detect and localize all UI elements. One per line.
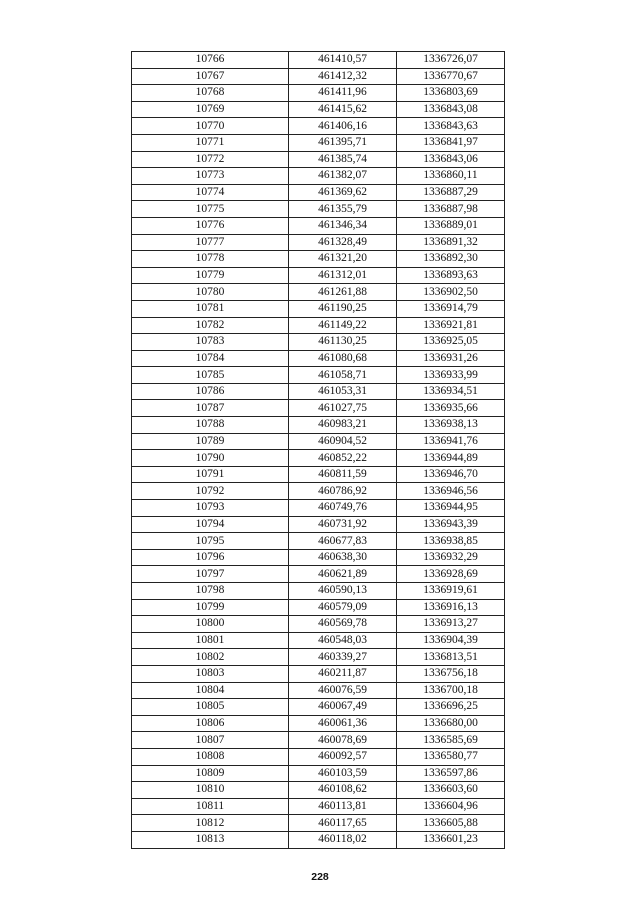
y-coordinate-cell: 1336843,63 [397,118,505,135]
x-coordinate-cell: 461130,25 [289,334,397,351]
x-coordinate-cell: 460103,59 [289,765,397,782]
x-coordinate-cell: 461355,79 [289,201,397,218]
point-number-cell: 10778 [132,251,289,268]
point-number-cell: 10789 [132,433,289,450]
point-number-cell: 10804 [132,682,289,699]
x-coordinate-cell: 460749,76 [289,500,397,517]
y-coordinate-cell: 1336726,07 [397,52,505,69]
table-row [132,765,505,782]
point-number-cell: 10801 [132,632,289,649]
y-coordinate-cell: 1336696,25 [397,699,505,716]
point-number-cell: 10767 [132,68,289,85]
table-row [132,118,505,135]
y-coordinate-cell: 1336601,23 [397,831,505,848]
point-number-cell: 10774 [132,184,289,201]
table-row [132,699,505,716]
point-number-cell: 10794 [132,516,289,533]
table-row [132,417,505,434]
point-number-cell: 10795 [132,533,289,550]
y-coordinate-cell: 1336928,69 [397,566,505,583]
y-coordinate-cell: 1336916,13 [397,599,505,616]
x-coordinate-cell: 460092,57 [289,748,397,765]
x-coordinate-cell: 461382,07 [289,168,397,185]
y-coordinate-cell: 1336585,69 [397,732,505,749]
table-row [132,350,505,367]
y-coordinate-cell: 1336889,01 [397,217,505,234]
x-coordinate-cell: 461312,01 [289,267,397,284]
point-number-cell: 10770 [132,118,289,135]
table-row [132,317,505,334]
table-row [132,234,505,251]
point-number-cell: 10769 [132,101,289,118]
x-coordinate-cell: 461406,16 [289,118,397,135]
y-coordinate-cell: 1336604,96 [397,798,505,815]
table-row [132,284,505,301]
x-coordinate-cell: 461411,96 [289,85,397,102]
table-row [132,52,505,69]
point-number-cell: 10798 [132,583,289,600]
table-row [132,151,505,168]
point-number-cell: 10781 [132,300,289,317]
point-number-cell: 10792 [132,483,289,500]
x-coordinate-cell: 461190,25 [289,300,397,317]
x-coordinate-cell: 460786,92 [289,483,397,500]
x-coordinate-cell: 461080,68 [289,350,397,367]
x-coordinate-cell: 461058,71 [289,367,397,384]
point-number-cell: 10799 [132,599,289,616]
y-coordinate-cell: 1336941,76 [397,433,505,450]
x-coordinate-cell: 460117,65 [289,815,397,832]
table-row [132,433,505,450]
x-coordinate-cell: 460569,78 [289,616,397,633]
x-coordinate-cell: 461328,49 [289,234,397,251]
y-coordinate-cell: 1336933,99 [397,367,505,384]
y-coordinate-cell: 1336860,11 [397,168,505,185]
x-coordinate-cell: 461412,32 [289,68,397,85]
y-coordinate-cell: 1336938,13 [397,417,505,434]
point-number-cell: 10806 [132,715,289,732]
y-coordinate-cell: 1336925,05 [397,334,505,351]
y-coordinate-cell: 1336605,88 [397,815,505,832]
x-coordinate-cell: 461027,75 [289,400,397,417]
page-number: 228 [311,871,329,883]
table-row [132,168,505,185]
x-coordinate-cell: 460076,59 [289,682,397,699]
table-row [132,300,505,317]
x-coordinate-cell: 461385,74 [289,151,397,168]
table-row [132,782,505,799]
point-number-cell: 10773 [132,168,289,185]
x-coordinate-cell: 460621,89 [289,566,397,583]
table-row [132,367,505,384]
point-number-cell: 10802 [132,649,289,666]
table-row [132,748,505,765]
table-row [132,632,505,649]
y-coordinate-cell: 1336934,51 [397,383,505,400]
table-row [132,798,505,815]
y-coordinate-cell: 1336841,97 [397,134,505,151]
point-number-cell: 10796 [132,549,289,566]
y-coordinate-cell: 1336946,70 [397,466,505,483]
y-coordinate-cell: 1336887,29 [397,184,505,201]
y-coordinate-cell: 1336603,60 [397,782,505,799]
table-row [132,682,505,699]
x-coordinate-cell: 461149,22 [289,317,397,334]
point-number-cell: 10812 [132,815,289,832]
point-number-cell: 10783 [132,334,289,351]
y-coordinate-cell: 1336913,27 [397,616,505,633]
point-number-cell: 10803 [132,665,289,682]
table-row [132,599,505,616]
x-coordinate-cell: 461321,20 [289,251,397,268]
table-row [132,466,505,483]
point-number-cell: 10771 [132,134,289,151]
table-row [132,251,505,268]
y-coordinate-cell: 1336700,18 [397,682,505,699]
x-coordinate-cell: 460078,69 [289,732,397,749]
table-row [132,101,505,118]
table-row [132,334,505,351]
x-coordinate-cell: 461410,57 [289,52,397,69]
y-coordinate-cell: 1336580,77 [397,748,505,765]
table-row [132,566,505,583]
point-number-cell: 10791 [132,466,289,483]
y-coordinate-cell: 1336904,39 [397,632,505,649]
y-coordinate-cell: 1336902,50 [397,284,505,301]
table-row [132,217,505,234]
table-row [132,400,505,417]
y-coordinate-cell: 1336944,95 [397,500,505,517]
y-coordinate-cell: 1336843,08 [397,101,505,118]
point-number-cell: 10787 [132,400,289,417]
table-row [132,549,505,566]
x-coordinate-cell: 461369,62 [289,184,397,201]
y-coordinate-cell: 1336931,26 [397,350,505,367]
point-number-cell: 10788 [132,417,289,434]
point-number-cell: 10768 [132,85,289,102]
y-coordinate-cell: 1336919,61 [397,583,505,600]
table-row [132,450,505,467]
x-coordinate-cell: 460731,92 [289,516,397,533]
table-row [132,267,505,284]
y-coordinate-cell: 1336891,32 [397,234,505,251]
x-coordinate-cell: 460677,83 [289,533,397,550]
y-coordinate-cell: 1336597,86 [397,765,505,782]
x-coordinate-cell: 460983,21 [289,417,397,434]
y-coordinate-cell: 1336932,29 [397,549,505,566]
point-number-cell: 10766 [132,52,289,69]
point-number-cell: 10780 [132,284,289,301]
x-coordinate-cell: 461395,71 [289,134,397,151]
table-row [132,383,505,400]
point-number-cell: 10779 [132,267,289,284]
y-coordinate-cell: 1336946,56 [397,483,505,500]
point-number-cell: 10782 [132,317,289,334]
coordinate-table-body [132,52,505,849]
y-coordinate-cell: 1336756,18 [397,665,505,682]
x-coordinate-cell: 460339,27 [289,649,397,666]
table-row [132,68,505,85]
y-coordinate-cell: 1336887,98 [397,201,505,218]
table-row [132,715,505,732]
x-coordinate-cell: 460067,49 [289,699,397,716]
x-coordinate-cell: 460548,03 [289,632,397,649]
point-number-cell: 10786 [132,383,289,400]
point-number-cell: 10808 [132,748,289,765]
point-number-cell: 10809 [132,765,289,782]
point-number-cell: 10785 [132,367,289,384]
point-number-cell: 10777 [132,234,289,251]
point-number-cell: 10772 [132,151,289,168]
y-coordinate-cell: 1336943,39 [397,516,505,533]
x-coordinate-cell: 460118,02 [289,831,397,848]
table-row [132,516,505,533]
x-coordinate-cell: 460904,52 [289,433,397,450]
x-coordinate-cell: 460811,59 [289,466,397,483]
point-number-cell: 10800 [132,616,289,633]
y-coordinate-cell: 1336935,66 [397,400,505,417]
y-coordinate-cell: 1336938,85 [397,533,505,550]
table-row [132,483,505,500]
point-number-cell: 10805 [132,699,289,716]
y-coordinate-cell: 1336893,63 [397,267,505,284]
x-coordinate-cell: 460113,81 [289,798,397,815]
table-row [132,732,505,749]
y-coordinate-cell: 1336892,30 [397,251,505,268]
y-coordinate-cell: 1336770,67 [397,68,505,85]
x-coordinate-cell: 461346,34 [289,217,397,234]
table-row [132,815,505,832]
x-coordinate-cell: 460211,87 [289,665,397,682]
point-number-cell: 10810 [132,782,289,799]
y-coordinate-cell: 1336944,89 [397,450,505,467]
table-row [132,201,505,218]
table-row [132,665,505,682]
table-row [132,134,505,151]
point-number-cell: 10811 [132,798,289,815]
point-number-cell: 10807 [132,732,289,749]
point-number-cell: 10784 [132,350,289,367]
point-number-cell: 10790 [132,450,289,467]
table-row [132,500,505,517]
coordinate-table [131,51,505,849]
x-coordinate-cell: 460108,62 [289,782,397,799]
table-row [132,85,505,102]
y-coordinate-cell: 1336921,81 [397,317,505,334]
x-coordinate-cell: 460061,36 [289,715,397,732]
y-coordinate-cell: 1336803,69 [397,85,505,102]
x-coordinate-cell: 460579,09 [289,599,397,616]
y-coordinate-cell: 1336813,51 [397,649,505,666]
x-coordinate-cell: 461053,31 [289,383,397,400]
y-coordinate-cell: 1336843,06 [397,151,505,168]
point-number-cell: 10776 [132,217,289,234]
point-number-cell: 10775 [132,201,289,218]
y-coordinate-cell: 1336680,00 [397,715,505,732]
point-number-cell: 10797 [132,566,289,583]
x-coordinate-cell: 460638,30 [289,549,397,566]
table-row [132,533,505,550]
y-coordinate-cell: 1336914,79 [397,300,505,317]
x-coordinate-cell: 460590,13 [289,583,397,600]
table-row [132,583,505,600]
table-row [132,184,505,201]
point-number-cell: 10813 [132,831,289,848]
table-row [132,831,505,848]
table-row [132,616,505,633]
table-row [132,649,505,666]
x-coordinate-cell: 461415,62 [289,101,397,118]
point-number-cell: 10793 [132,500,289,517]
x-coordinate-cell: 461261,88 [289,284,397,301]
x-coordinate-cell: 460852,22 [289,450,397,467]
